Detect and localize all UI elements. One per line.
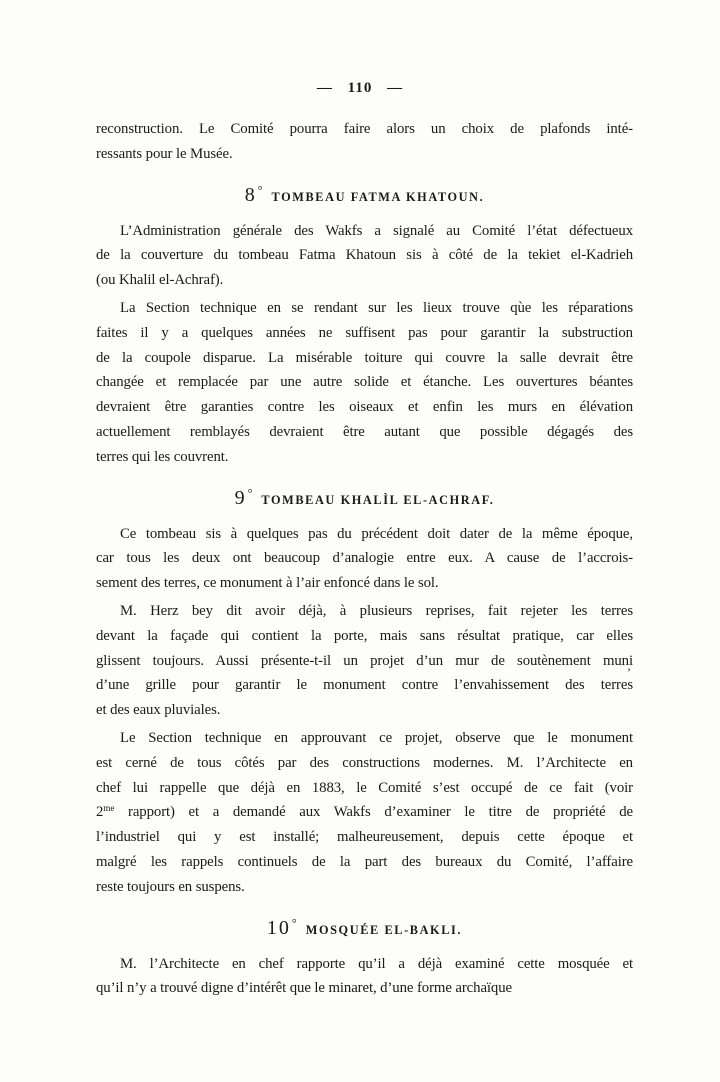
text-line: qu’il n’y a trouvé digne d’intérêt que le minaret, d’une forme archaïque (96, 980, 512, 997)
text-line: d’une grille pour garantir le monument contre l’envahissement des terres (96, 677, 633, 694)
paragraph (96, 952, 633, 1002)
text-line: car tous les deux ont beaucoup d’analogie entre eux. A cause de l’accrois- (96, 550, 633, 567)
text-line: reconstruction. Le Comité pourra faire alors un choix de plafonds inté- (96, 121, 633, 137)
text-line: devraient être garanties contre les oiseaux et enfin les murs en élévation (96, 399, 633, 416)
text-line: terres qui les couvrent. (96, 448, 229, 465)
text-line: sement des terres, ce monument à l’air enfoncé dans le sol. (96, 575, 439, 592)
text-line: M. l’Architecte en chef rapporte qu’il a déjà examiné cette mosquée et (120, 955, 633, 972)
paragraph (96, 726, 633, 900)
text-block (96, 117, 633, 1004)
text-segment: 2 (96, 804, 104, 821)
degree-mark: ° (291, 915, 297, 930)
text-line: de la coupole disparue. La misérable toiture qui couvre la salle devrait être (96, 349, 633, 366)
paragraph (96, 599, 633, 723)
text-line: malgré les rappels continuels de la part des bureaux du Comité, l’affaire (96, 853, 633, 870)
paragraph (96, 296, 633, 470)
section-heading (96, 909, 633, 944)
text-line: faites il y a quelques années ne suffisent pas pour garantir la substruction (96, 324, 633, 341)
degree-mark: ° (257, 182, 263, 197)
page-number: — 110 — (316, 80, 404, 96)
text-line: (ou Khalil el-Achraf). (96, 272, 224, 289)
text-line: est cerné de tous côtés par des constructions modernes. M. l’Architecte en (96, 754, 633, 771)
text-line: Le Section technique en approuvant ce projet, observe que le monument (120, 729, 633, 746)
text-line: glissent toujours. Aussi présente-t-il un projet d’un mur de soutènement muni (96, 652, 633, 669)
text-line: devant la façade qui contient la porte, mais sans résultat pratique, car elles (96, 627, 633, 644)
text-line: L’Administration générale des Wakfs a signalé au Comité l’état défectueux (120, 222, 633, 239)
paragraph (96, 117, 633, 167)
text-line: chef lui rappelle que déjà en 1883, le Comité s’est occupé de ce fait (voir (96, 779, 633, 796)
section-number: 8 (244, 183, 257, 206)
text-line: changée et remplacée par une autre solide et étanche. Les ouvertures béantes (96, 374, 633, 391)
text-line: de la couverture du tombeau Fatma Khatoun sis à côté de la tekiet el-Kadrieh (96, 247, 633, 264)
text-line (96, 800, 633, 825)
section-number: 9 (234, 486, 247, 509)
text-line: et des eaux pluviales. (96, 702, 221, 719)
section-title: TOMBEAU KHALÌL EL-ACHRAF. (261, 492, 495, 507)
degree-mark: ° (247, 485, 253, 500)
paragraph (96, 522, 633, 596)
section-title: TOMBEAU FATMA KHATOUN. (271, 189, 485, 204)
text-line: M. Herz bey dit avoir déjà, à plusieurs reprises, fait rejeter les terres (120, 602, 633, 619)
text-line: ressants pour le Musée. (96, 145, 233, 162)
text-line: reste toujours en suspens. (96, 878, 245, 895)
margin-ink-artifact: ’ (627, 665, 631, 679)
text-line: La Section technique en se rendant sur les lieux trouve qùe les réparations (120, 299, 633, 316)
superscript-text: me (103, 803, 115, 814)
text-line: actuellement remblayés devraient être autant que possible dégagés des (96, 423, 633, 440)
section-number: 10 (266, 916, 291, 939)
text-segment: rapport) et a demandé aux Wakfs d’examiner le titre de propriété de (114, 804, 633, 821)
text-line: Ce tombeau sis à quelques pas du précédent doit dater de la même époque, (120, 525, 633, 542)
section-heading (96, 479, 633, 514)
section-heading (96, 176, 633, 211)
paragraph (96, 219, 633, 293)
section-title: MOSQUÉE EL-BAKLI. (305, 922, 463, 937)
text-line: l’industriel qui y est installé; malheureusement, depuis cette époque et (96, 829, 633, 846)
